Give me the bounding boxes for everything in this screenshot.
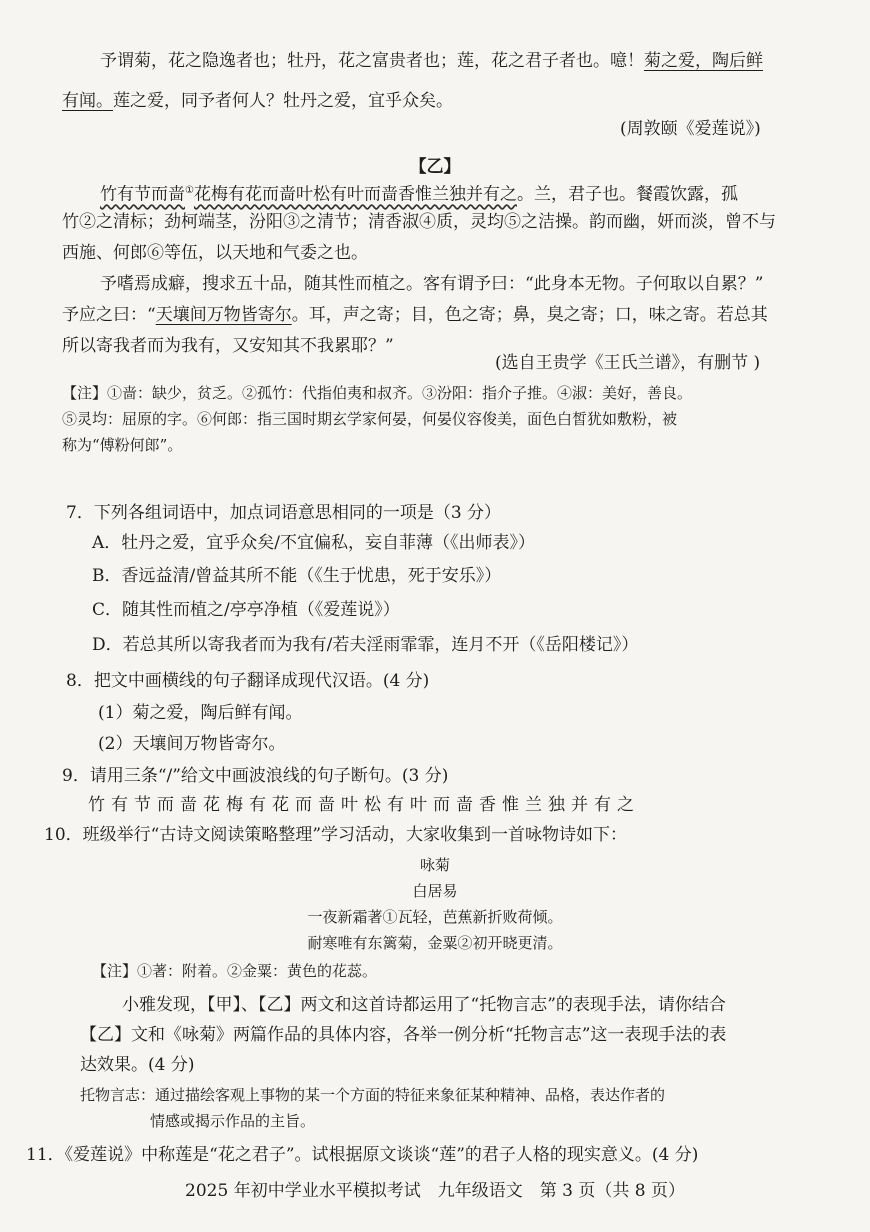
q10-definition-line-2: 情感或揭示作品的主旨。 xyxy=(150,1112,316,1130)
yi-underlined-sentence: 天壤间万物皆寄尔 xyxy=(155,305,292,325)
yi-text-line-5 xyxy=(62,302,768,328)
q7-stem: 7．下列各组词语中，加点词语意思相同的一项是（3 分） xyxy=(66,503,502,523)
q9-stem: 9．请用三条“/”给文中画波浪线的句子断句。(3 分) xyxy=(62,766,449,786)
poem-line-1: 一夜新霜著①瓦轻，芭蕉新折败荷倾。 xyxy=(307,908,563,926)
yi-text-line-3: 西施、何郎⑥等伍，以天地和气委之也。 xyxy=(62,243,368,263)
yi-text-segment: 。兰，君子也。餐霞饮露，孤 xyxy=(516,184,738,205)
q7-option-a: A．牡丹之爱，宜乎众矣/不宜偏私，妄自菲薄（《出师表》） xyxy=(92,533,536,553)
q7-option-b: B．香远益清/曾益其所不能（《生于忧患，死于安乐》） xyxy=(92,566,502,586)
poem-note: 【注】①著：附着。②金粟：黄色的花蕊。 xyxy=(92,962,378,980)
yi-text-line-6: 所以寄我者而为我有，又安知其不我累耶？” xyxy=(62,336,394,356)
yi-text-segment: 予应之曰：“ xyxy=(62,305,156,325)
q10-task-line-3: 达效果。(4 分) xyxy=(80,1055,195,1075)
yi-text-segment: 。耳，声之寄；目，色之寄；鼻，臭之寄；口，味之寄。若总其 xyxy=(291,305,768,325)
yi-note-2: ⑤灵均：屈原的字。⑥何郎：指三国时期玄学家何晏，何晏仪容俊美，面色白皙犹如敷粉，被 xyxy=(62,410,678,428)
q10-definition-line-1: 托物言志：通过描绘客观上事物的某一个方面的特征来象征某种精神、品格，表达作者的 xyxy=(80,1086,666,1104)
jia-text-segment: 莲之爱，同予者何人？牡丹之爱，宜乎众矣。 xyxy=(113,91,453,111)
q8-stem: 8．把文中画横线的句子翻译成现代汉语。(4 分) xyxy=(66,671,430,691)
q7-option-d: D．若总其所以寄我者而为我有/若夫淫雨霏霏，连月不开（《岳阳楼记》） xyxy=(92,635,639,655)
jia-text-segment: 予谓菊，花之隐逸者也；牡丹，花之富贵者也；莲，花之君子者也。噫！ xyxy=(100,51,644,71)
yi-note-3: 称为“傅粉何郎”。 xyxy=(62,436,183,454)
poem-title: 咏菊 xyxy=(419,856,450,874)
page-footer: 2025 年初中学业水平模拟考试 九年级语文 第 3 页（共 8 页） xyxy=(185,1181,685,1201)
yi-text-line-4: 予嗜焉成癖，搜求五十品，随其性而植之。客有谓予曰：“此身本无物。子何取以自累？” xyxy=(100,274,764,294)
jia-underlined-sentence-end: 有闻。 xyxy=(62,91,113,111)
jia-source: (周敦颐《爱莲说》) xyxy=(620,119,761,139)
yi-text-line-2: 竹②之清标；劲柯端茎，汾阳③之清节；清香淑④质，灵均⑤之洁操。韵而幽，妍而淡，曾不与 xyxy=(62,212,776,232)
yi-wavy-segment: 花梅有花而啬叶松有叶而啬香惟兰独并有之 xyxy=(193,184,517,205)
q10-task-line-2: 【乙】文和《咏菊》两篇作品的具体内容，各举一例分析“托物言志”这一表现手法的表 xyxy=(80,1025,727,1045)
q11-stem: 11．《爱莲说》中称莲是“花之君子”。试根据原文谈谈“莲”的君子人格的现实意义。(4 分) xyxy=(26,1145,699,1165)
yi-wavy-segment: 竹有节而啬 xyxy=(100,184,185,205)
jia-text-line-1 xyxy=(100,48,763,74)
yi-text-line-1 xyxy=(100,178,738,208)
q9-sentence: 竹有节而啬花梅有花而啬叶松有叶而啬香惟兰独并有之 xyxy=(88,795,640,815)
q8-sentence-1: (1）菊之爱，陶后鲜有闻。 xyxy=(98,703,303,723)
poem-author: 白居易 xyxy=(412,882,458,900)
yi-note-1: 【注】①啬：缺少，贫乏。②孤竹：代指伯夷和叔齐。③汾阳：指介子推。④淑：美好，善良。 xyxy=(62,384,693,402)
jia-underlined-sentence: 菊之爱，陶后鲜 xyxy=(644,51,763,71)
yi-heading: 【乙】 xyxy=(409,157,461,177)
q7-option-c: C．随其性而植之/亭亭净植（《爱莲说》） xyxy=(92,600,400,620)
jia-text-line-2 xyxy=(62,88,453,114)
q10-stem: 10．班级举行“古诗文阅读策略整理”学习活动，大家收集到一首咏物诗如下： xyxy=(44,825,628,845)
note-marker: ① xyxy=(185,185,194,196)
q10-task-line-1: 小雅发现，【甲】、【乙】两文和这首诗都运用了“托物言志”的表现手法，请你结合 xyxy=(122,995,726,1015)
yi-source: (选自王贵学《王氏兰谱》，有删节 ) xyxy=(495,353,761,373)
poem-line-2: 耐寒唯有东篱菊，金粟②初开晓更清。 xyxy=(307,934,563,952)
q8-sentence-2: (2）天壤间万物皆寄尔。 xyxy=(98,734,286,754)
